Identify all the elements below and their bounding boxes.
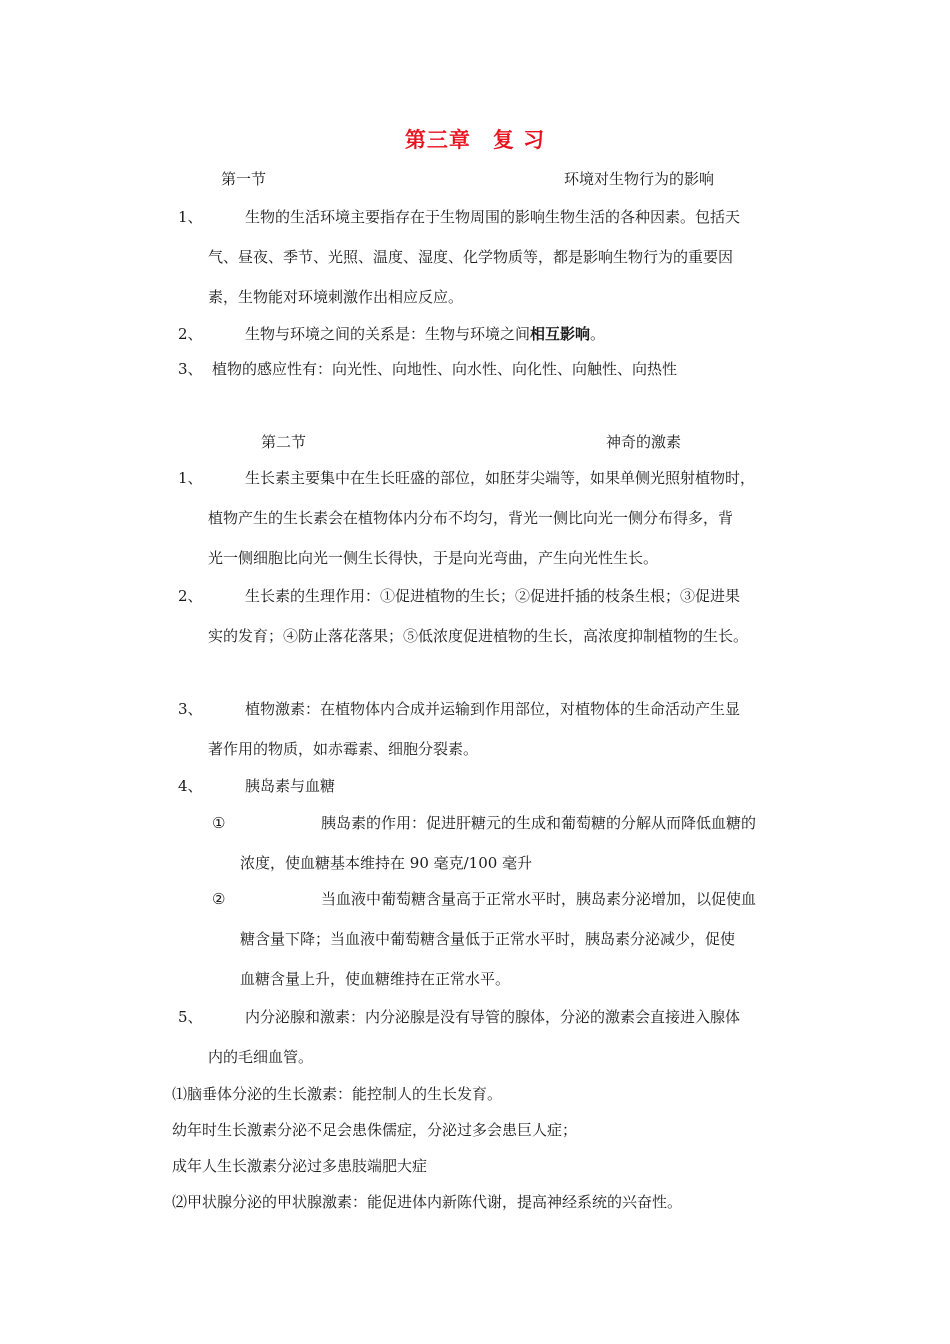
paragraph-line: 成年人生长激素分泌过多患肢端肥大症 [172,1157,428,1175]
paragraph-line: 胰岛素与血糖 [245,777,336,795]
section-1-label: 第一节 [221,170,267,188]
paragraph-line: 糖含量下降；当血液中葡萄糖含量低于正常水平时，胰岛素分泌减少，促使 [240,930,736,948]
page-title: 第三章 复 习 [404,127,546,152]
paragraph-line: 素，生物能对环境刺激作出相应反应。 [208,288,464,306]
paragraph-line: ⑴脑垂体分泌的生长激素：能控制人的生长发育。 [172,1085,503,1103]
paragraph-line: 生物的生活环境主要指存在于生物周围的影响生物生活的各种因素。包括天 [245,208,741,226]
paragraph-line: 著作用的物质，如赤霉素、细胞分裂素。 [208,740,479,758]
item-number: 1、 [178,469,203,487]
circled-number-1: ① [212,814,226,832]
paragraph-line: 浓度，使血糖基本维持在 90 毫克/100 毫升 [240,854,533,872]
paragraph-line: 气、昼夜、季节、光照、温度、湿度、化学物质等，都是影响生物行为的重要因 [208,248,734,266]
plain-text: 生物与环境之间的关系是：生物与环境之间 [245,325,531,343]
item-number: 2、 [178,325,203,343]
paragraph-line: 幼年时生长激素分泌不足会患侏儒症，分泌过多会患巨人症； [172,1121,578,1139]
paragraph-line: 血糖含量上升，使血糖维持在正常水平。 [240,970,511,988]
paragraph-line: 光一侧细胞比向光一侧生长得快，于是向光弯曲，产生向光性生长。 [208,549,659,567]
item-number: 3、 [178,700,203,718]
plain-text: 。 [590,325,606,343]
paragraph-line [245,324,605,344]
paragraph-line: 植物激素：在植物体内合成并运输到作用部位，对植物体的生命活动产生显 [245,700,741,718]
item-number: 4、 [178,777,203,795]
paragraph-line: 实的发育；④防止落花落果；⑤低浓度促进植物的生长，高浓度抑制植物的生长。 [208,627,749,645]
paragraph-line: 生长素的生理作用：①促进植物的生长；②促进扦插的枝条生根；③促进果 [245,587,741,605]
item-number: 2、 [178,587,203,605]
section-2-label: 第二节 [261,433,307,451]
paragraph-line: 植物的感应性有：向光性、向地性、向水性、向化性、向触性、向热性 [212,360,678,378]
paragraph-line: 当血液中葡萄糖含量高于正常水平时，胰岛素分泌增加，以促使血 [321,890,757,908]
item-number: 1、 [178,208,203,226]
paragraph-line: 内分泌腺和激素：内分泌腺是没有导管的腺体，分泌的激素会直接进入腺体 [245,1008,741,1026]
item-number: 5、 [178,1008,203,1026]
item-number: 3、 [178,360,203,378]
paragraph-line: 植物产生的生长素会在植物体内分布不均匀，背光一侧比向光一侧分布得多，背 [208,509,734,527]
section-2-heading: 神奇的激素 [606,433,682,451]
bold-emphasis: 相互影响 [530,325,591,343]
paragraph-line: ⑵甲状腺分泌的甲状腺激素：能促进体内新陈代谢，提高神经系统的兴奋性。 [172,1193,683,1211]
section-1-heading: 环境对生物行为的影响 [564,170,715,188]
paragraph-line: 胰岛素的作用：促进肝糖元的生成和葡萄糖的分解从而降低血糖的 [321,814,757,832]
paragraph-line: 内的毛细血管。 [208,1048,314,1066]
paragraph-line: 生长素主要集中在生长旺盛的部位，如胚芽尖端等，如果单侧光照射植物时， [245,469,756,487]
circled-number-2: ② [212,890,226,908]
